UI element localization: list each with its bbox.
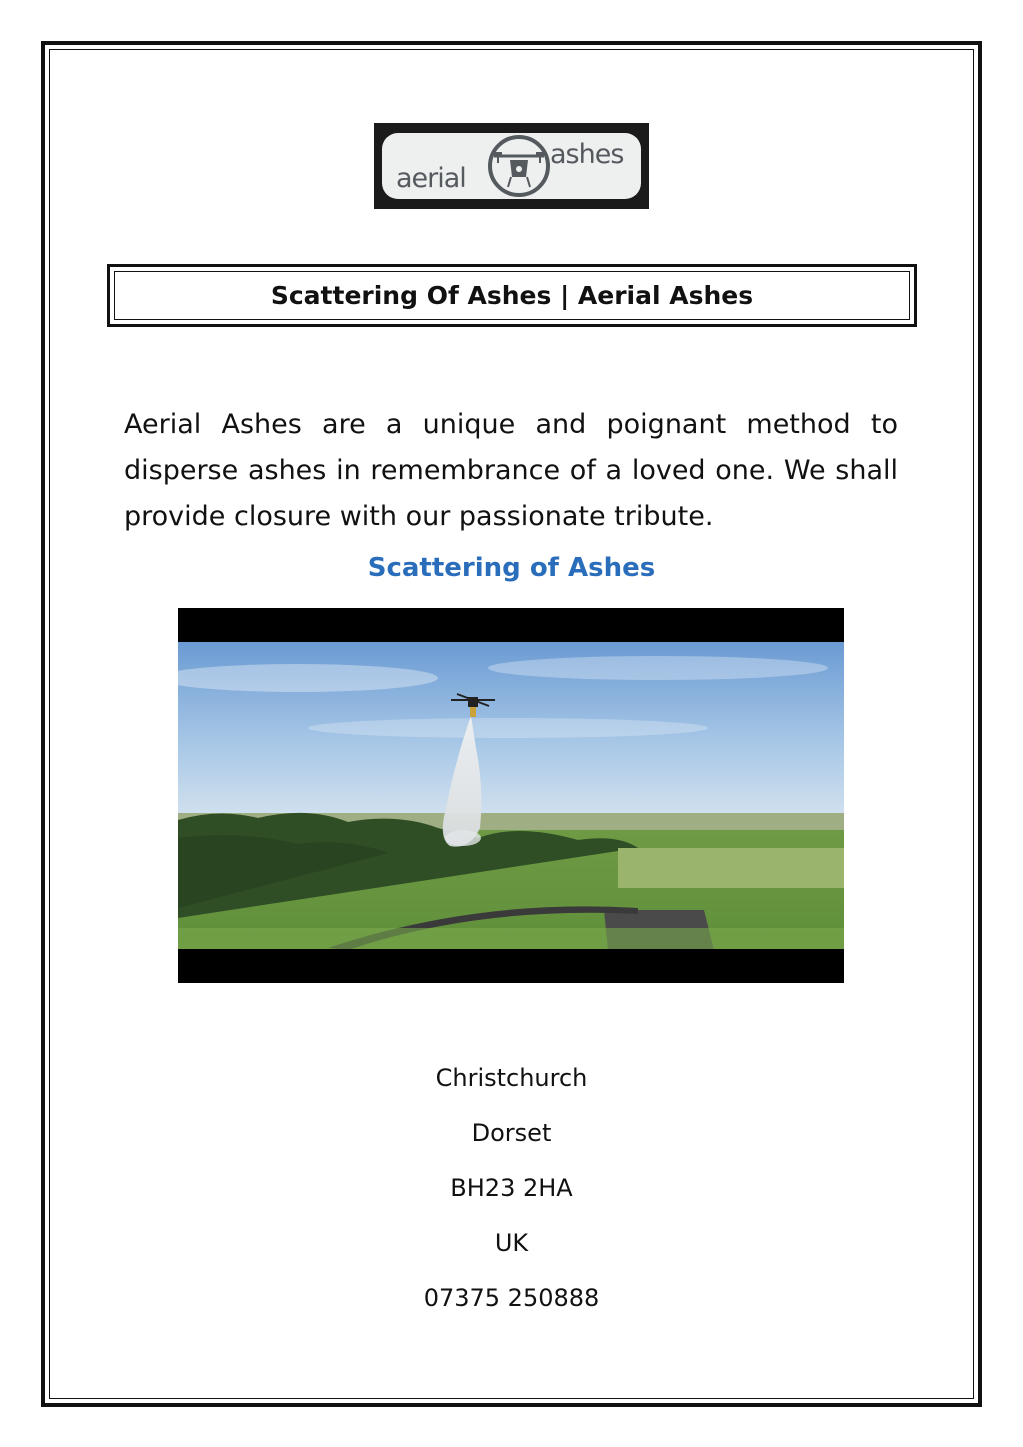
- address-county: Dorset: [471, 1119, 552, 1147]
- logo-left-word: aerial: [396, 163, 466, 194]
- field-right: [618, 848, 844, 888]
- title-box: [107, 264, 917, 327]
- title-box-inner: [114, 271, 910, 320]
- intro-paragraph: Aerial Ashes are a unique and poignant method to disperse ashes in remembrance of a loved one. We shall provide closure with our passionate tribute.: [124, 409, 898, 532]
- letterbox-top: [178, 608, 844, 642]
- page-title: Scattering Of Ashes | Aerial Ashes: [270, 281, 754, 310]
- drone-scattering-photo: [178, 608, 844, 983]
- address-block: [0, 1060, 1023, 1335]
- address-postcode: BH23 2HA: [450, 1174, 573, 1202]
- logo-right-word: ashes: [550, 139, 624, 170]
- section-heading: Scattering of Ashes: [367, 553, 656, 583]
- letterbox-bottom: [178, 949, 844, 983]
- address-country: UK: [494, 1229, 529, 1257]
- drone-icon: [484, 135, 554, 197]
- address-city: Christchurch: [435, 1064, 588, 1092]
- logo-card: [382, 133, 641, 199]
- phone-number[interactable]: 07375 250888: [423, 1284, 600, 1312]
- aerial-ashes-logo: [374, 123, 649, 209]
